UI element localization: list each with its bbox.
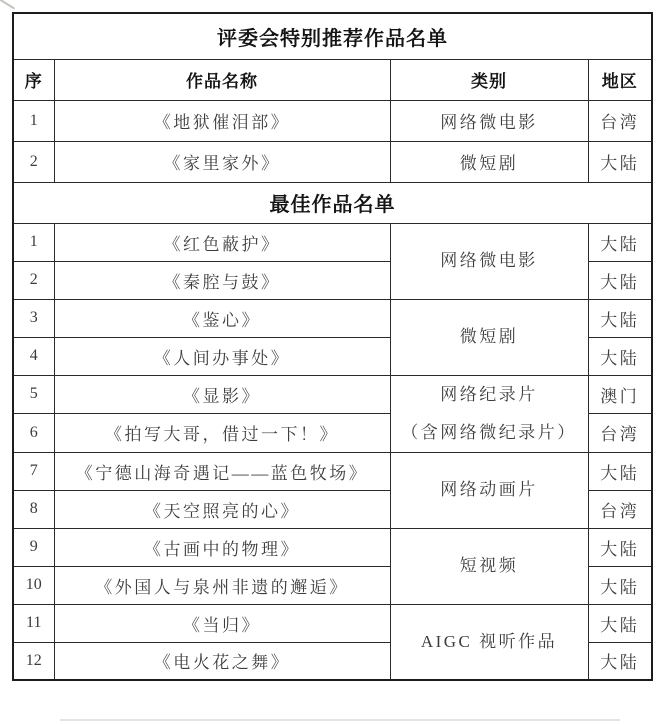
category-label: 微短剧 <box>459 327 519 346</box>
row-number: 1 <box>13 100 54 141</box>
category-label: 网络动画片 <box>440 480 538 499</box>
row-number: 1 <box>13 223 54 261</box>
awards-table <box>12 12 653 681</box>
work-title: 《拍写大哥，借过一下！》 <box>54 414 390 453</box>
category-label: 网络纪录片 <box>440 384 538 404</box>
work-title: 《家里家外》 <box>54 141 390 182</box>
row-number: 3 <box>13 299 54 337</box>
region-cell: 澳门 <box>588 375 652 414</box>
column-header-category: 类别 <box>390 59 588 100</box>
region-cell: 大陆 <box>588 452 652 490</box>
work-title: 《当归》 <box>54 604 390 642</box>
region-cell: 大陆 <box>588 528 652 566</box>
row-number: 12 <box>13 642 54 680</box>
corner-artifact <box>0 0 15 10</box>
work-title: 《秦腔与鼓》 <box>54 261 390 299</box>
column-header-title: 作品名称 <box>54 59 390 100</box>
bottom-smudge <box>60 719 620 721</box>
region-cell: 大陆 <box>588 261 652 299</box>
table-header-row <box>13 59 652 100</box>
table-row <box>13 528 652 566</box>
region-cell: 大陆 <box>588 566 652 604</box>
work-title: 《古画中的物理》 <box>54 528 390 566</box>
row-number: 5 <box>13 375 54 414</box>
category-cell <box>390 528 588 604</box>
region-cell: 大陆 <box>588 604 652 642</box>
row-number: 8 <box>13 490 54 528</box>
row-number: 9 <box>13 528 54 566</box>
work-title: 《地狱催泪部》 <box>54 100 390 141</box>
row-number: 10 <box>13 566 54 604</box>
special-section-title: 评委会特别推荐作品名单 <box>13 13 652 59</box>
column-header-region: 地区 <box>588 59 652 100</box>
table-row <box>13 604 652 642</box>
category-cell <box>390 375 588 452</box>
special-section-title-row <box>13 13 652 59</box>
work-title: 《鉴心》 <box>54 299 390 337</box>
category-cell <box>390 223 588 299</box>
category-cell: 微短剧 <box>390 141 588 182</box>
row-number: 2 <box>13 141 54 182</box>
category-cell <box>390 604 588 680</box>
column-header-no: 序 <box>13 59 54 100</box>
table-row <box>13 141 652 182</box>
row-number: 2 <box>13 261 54 299</box>
work-title: 《电火花之舞》 <box>54 642 390 680</box>
table-row <box>13 375 652 414</box>
category-cell <box>390 299 588 375</box>
work-title: 《外国人与泉州非遗的邂逅》 <box>54 566 390 604</box>
best-section-title-row <box>13 182 652 223</box>
row-number: 11 <box>13 604 54 642</box>
region-cell: 台湾 <box>588 414 652 453</box>
region-cell: 大陆 <box>588 337 652 375</box>
category-cell: 网络微电影 <box>390 100 588 141</box>
region-cell: 大陆 <box>588 223 652 261</box>
region-cell: 大陆 <box>588 141 652 182</box>
category-label: AIGC 视听作品 <box>420 631 558 651</box>
region-cell: 大陆 <box>588 299 652 337</box>
row-number: 7 <box>13 452 54 490</box>
work-title: 《天空照亮的心》 <box>54 490 390 528</box>
table-row <box>13 100 652 141</box>
work-title: 《宁德山海奇遇记——蓝色牧场》 <box>54 452 390 490</box>
category-label: 短视频 <box>459 556 519 575</box>
region-cell: 台湾 <box>588 100 652 141</box>
table-row <box>13 223 652 261</box>
work-title: 《人间办事处》 <box>54 337 390 375</box>
region-cell: 大陆 <box>588 642 652 680</box>
category-label-line2: （含网络微纪录片） <box>401 422 577 442</box>
category-cell <box>390 452 588 528</box>
region-cell: 台湾 <box>588 490 652 528</box>
category-label: 网络微电影 <box>440 251 538 270</box>
row-number: 4 <box>13 337 54 375</box>
work-title: 《显影》 <box>54 375 390 414</box>
row-number: 6 <box>13 414 54 453</box>
best-section-title: 最佳作品名单 <box>13 182 652 223</box>
table-row <box>13 452 652 490</box>
table-row <box>13 299 652 337</box>
work-title: 《红色蔽护》 <box>54 223 390 261</box>
